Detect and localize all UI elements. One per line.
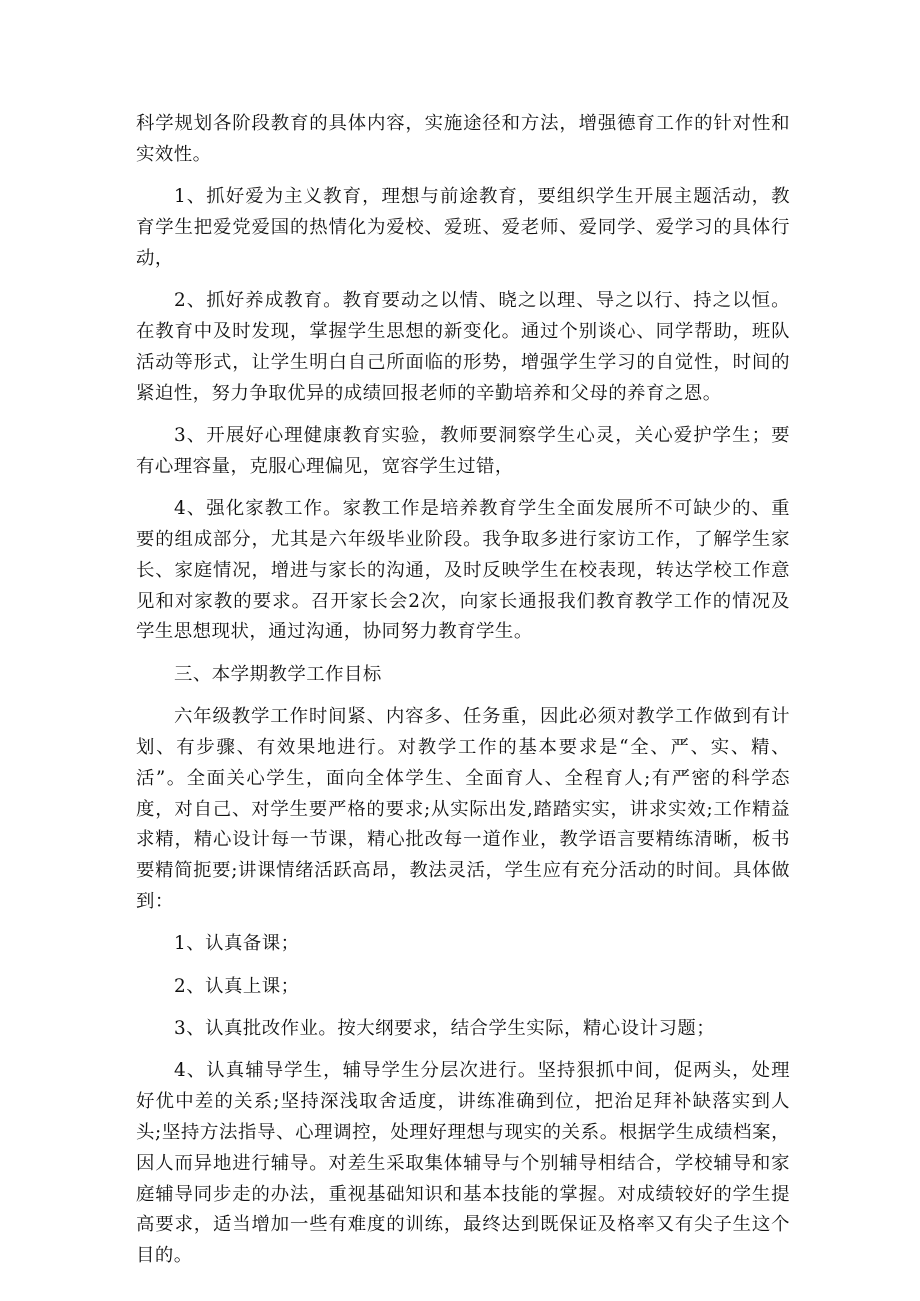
paragraph-item-1: 1、抓好爱为主义教育，理想与前途教育，要组织学生开展主题活动，教育学生把爱党爱国的热情化为爱校、爱班、爱老师、爱同学、爱学习的具体行动， bbox=[136, 186, 790, 269]
section-heading: 三、本学期教学工作目标 bbox=[174, 663, 382, 685]
paragraph-item-4: 4、强化家教工作。家教工作是培养教育学生全面发展所不可缺少的、重要的组成部分，尤其是六年级毕业阶段。我争取多进行家访工作，了解学生家长、家庭情况，增进与家长的沟通，及时反映学生在校表现，转达学校工作意见和对家教的要求。召开家长会2次，向家长通报我们教育教学工作的情况及学生思想现状，通过沟通，协同努力教育学生。 bbox=[136, 498, 790, 643]
list-item-grade-homework: 3、认真批改作业。按大纲要求，结合学生实际，精心设计习题； bbox=[174, 1018, 716, 1040]
paragraph-item-2: 2、抓好养成教育。教育要动之以情、晓之以理、导之以行、持之以恒。在教育中及时发现，掌握学生思想的新变化。通过个别谈心、同学帮助，班队活动等形式，让学生明白自己所面临的形势，增强学生学习的自觉性，时间的紧迫性，努力争取优异的成绩回报老师的辛勤培养和父母的养育之恩。 bbox=[136, 290, 790, 404]
list-item-tutor-students: 4、认真辅导学生，辅导学生分层次进行。坚持狠抓中间，促两头，处理好优中差的关系;坚持深浅取舍适度，讲练准确到位，把治足拜补缺落实到人头;坚持方法指导、心理调控，处理好理想与现实的关系。根据学生成绩档案，因人而异地进行辅导。对差生采取集体辅导与个别辅导相结合，学校辅导和家庭辅导同步走的办法，重视基础知识和基本技能的掌握。对成绩较好的学生提高要求，适当增加一些有难度的训练，最终达到既保证及格率又有尖子生这个目的。 bbox=[136, 1060, 790, 1267]
paragraph-teaching-goals: 六年级教学工作时间紧、内容多、任务重，因此必须对教学工作做到有计划、有步骤、有效果地进行。对教学工作的基本要求是“全、严、实、精、活”。全面关心学生，面向全体学生、全面育人、全程育人;有严密的科学态度，对自己、对学生要严格的要求;从实际出发,踏踏实实，讲求实效;工作精益求精，精心设计每一节课，精心批改每一道作业，教学语言要精练清晰，板书要精简扼要;讲课情绪活跃高昂，教法灵活，学生应有充分活动的时间。具体做到： bbox=[136, 706, 790, 912]
list-item-prepare-lessons: 1、认真备课； bbox=[174, 933, 300, 955]
document-body bbox=[136, 109, 790, 1284]
paragraph-item-3: 3、开展好心理健康教育实验，教师要洞察学生心灵，关心爱护学生；要有心理容量，克服心理偏见，宽容学生过错， bbox=[136, 424, 790, 477]
list-item-teach-lessons: 2、认真上课； bbox=[174, 975, 300, 997]
paragraph-continuation: 科学规划各阶段教育的具体内容，实施途径和方法，增强德育工作的针对性和实效性。 bbox=[136, 113, 790, 165]
